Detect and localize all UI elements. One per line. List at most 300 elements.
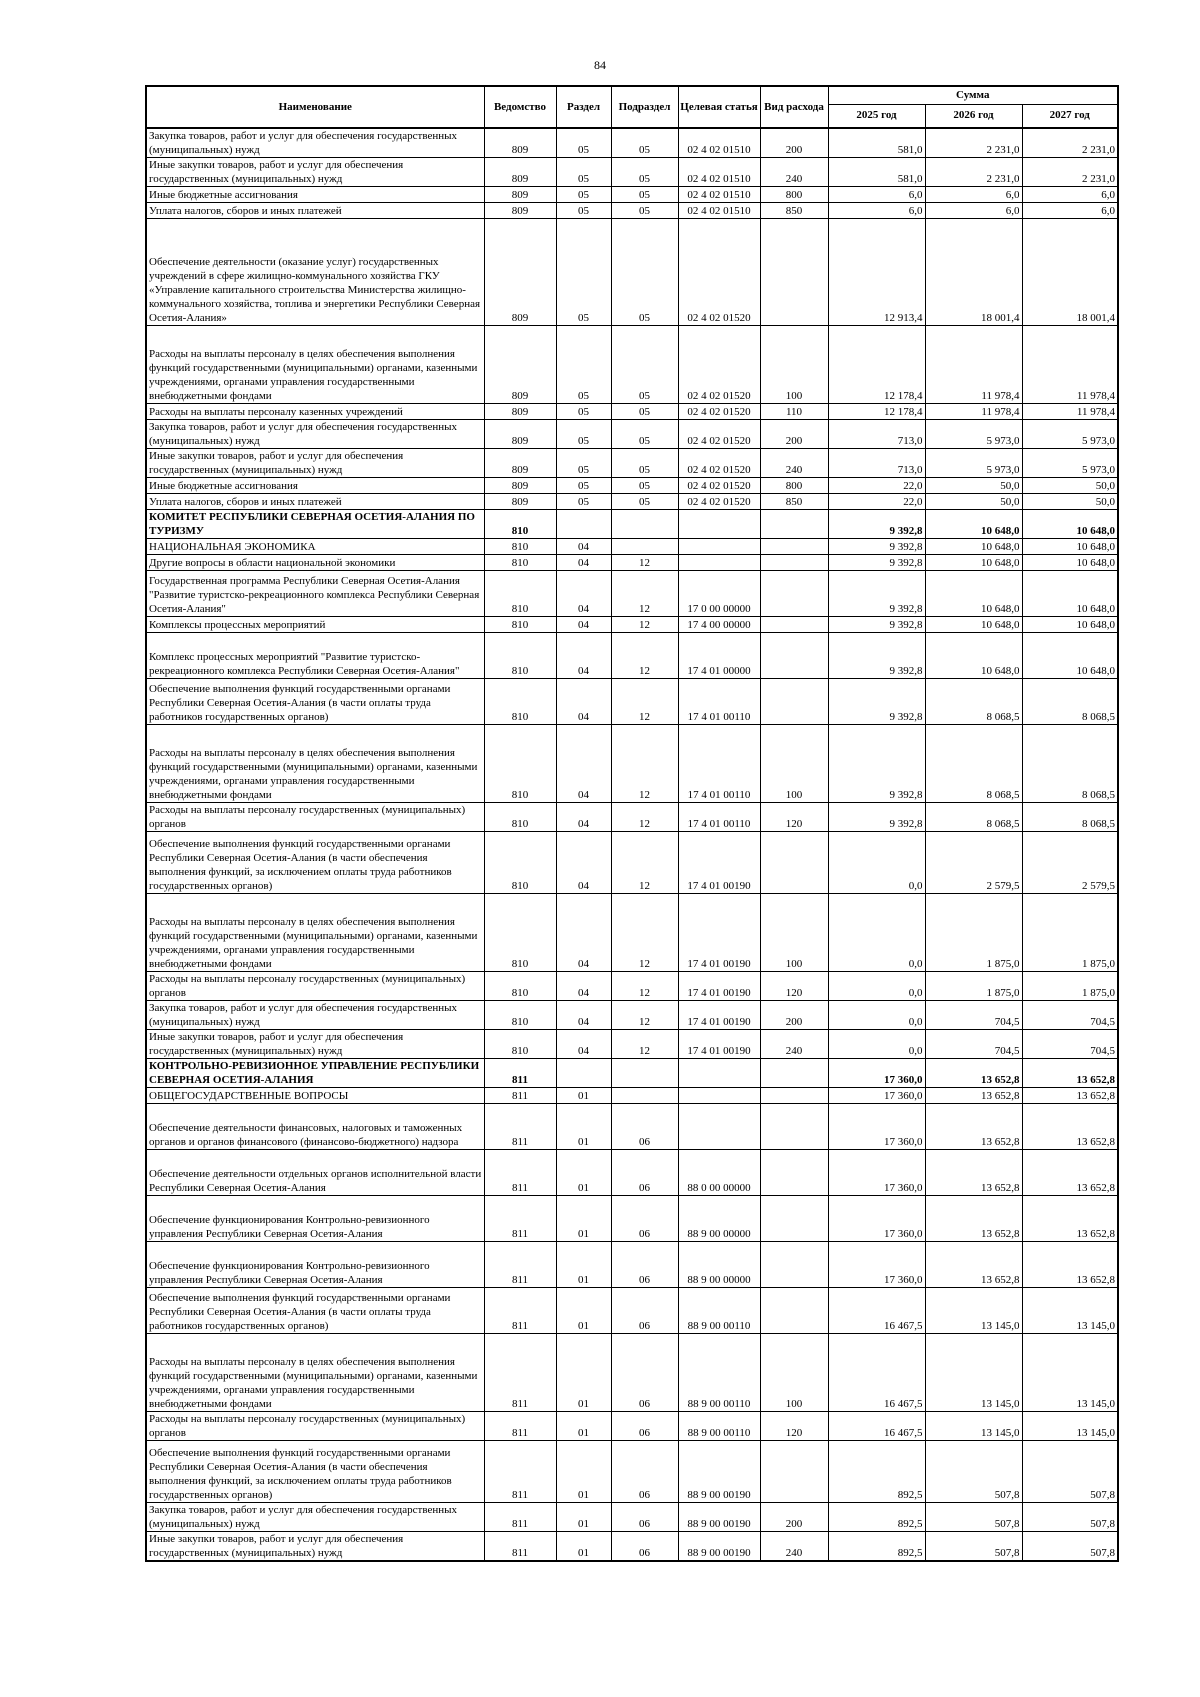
cell-subsection: 06 — [611, 1150, 678, 1196]
cell-target: 02 4 02 01520 — [678, 219, 760, 326]
cell-2027: 13 652,8 — [1022, 1150, 1118, 1196]
table-row — [146, 494, 1118, 510]
cell-2026: 10 648,0 — [925, 571, 1022, 617]
table-row — [146, 1104, 1118, 1150]
cell-2027: 704,5 — [1022, 1030, 1118, 1059]
cell-2026: 13 652,8 — [925, 1059, 1022, 1088]
cell-2027: 2 231,0 — [1022, 128, 1118, 158]
cell-2027: 10 648,0 — [1022, 539, 1118, 555]
cell-section: 05 — [556, 219, 611, 326]
cell-subsection: 06 — [611, 1288, 678, 1334]
cell-dept: 811 — [484, 1288, 556, 1334]
cell-section: 04 — [556, 1001, 611, 1030]
cell-2026: 704,5 — [925, 1030, 1022, 1059]
cell-subsection: 05 — [611, 404, 678, 420]
cell-name: Расходы на выплаты персоналу государственных (муниципальных) органов — [146, 803, 484, 832]
cell-target: 02 4 02 01520 — [678, 478, 760, 494]
cell-subsection: 05 — [611, 187, 678, 203]
cell-2025: 16 467,5 — [828, 1334, 925, 1412]
cell-section: 04 — [556, 555, 611, 571]
cell-subsection: 05 — [611, 420, 678, 449]
cell-exp-type: 100 — [760, 725, 828, 803]
cell-dept: 810 — [484, 539, 556, 555]
table-row — [146, 832, 1118, 894]
cell-2025: 0,0 — [828, 972, 925, 1001]
cell-dept: 809 — [484, 494, 556, 510]
table-row — [146, 1334, 1118, 1412]
cell-name: Закупка товаров, работ и услуг для обеспечения государственных (муниципальных) нужд — [146, 1001, 484, 1030]
cell-name: Обеспечение деятельности финансовых, налоговых и таможенных органов и органов финансового (финансово-бюджетного) надзора — [146, 1104, 484, 1150]
cell-2025: 0,0 — [828, 894, 925, 972]
cell-2027: 13 652,8 — [1022, 1059, 1118, 1088]
cell-2027: 507,8 — [1022, 1441, 1118, 1503]
cell-2025: 9 392,8 — [828, 510, 925, 539]
cell-2027: 507,8 — [1022, 1503, 1118, 1532]
cell-dept: 810 — [484, 633, 556, 679]
cell-exp-type — [760, 1150, 828, 1196]
cell-2026: 11 978,4 — [925, 404, 1022, 420]
budget-table — [145, 85, 1119, 1562]
cell-subsection: 05 — [611, 478, 678, 494]
table-row — [146, 158, 1118, 187]
cell-2026: 18 001,4 — [925, 219, 1022, 326]
cell-name: Расходы на выплаты персоналу государственных (муниципальных) органов — [146, 1412, 484, 1441]
cell-target: 17 4 01 00190 — [678, 972, 760, 1001]
cell-section: 05 — [556, 404, 611, 420]
cell-subsection: 12 — [611, 617, 678, 633]
cell-exp-type — [760, 1059, 828, 1088]
cell-name: Иные закупки товаров, работ и услуг для обеспечения государственных (муниципальных) нужд — [146, 1030, 484, 1059]
cell-exp-type: 240 — [760, 1030, 828, 1059]
cell-dept: 811 — [484, 1412, 556, 1441]
cell-target: 02 4 02 01520 — [678, 494, 760, 510]
cell-2026: 50,0 — [925, 494, 1022, 510]
cell-section: 01 — [556, 1088, 611, 1104]
cell-2027: 11 978,4 — [1022, 326, 1118, 404]
cell-dept: 811 — [484, 1532, 556, 1562]
cell-dept: 811 — [484, 1088, 556, 1104]
cell-2027: 13 145,0 — [1022, 1334, 1118, 1412]
cell-2027: 13 652,8 — [1022, 1104, 1118, 1150]
cell-2025: 0,0 — [828, 1001, 925, 1030]
cell-target — [678, 1104, 760, 1150]
cell-2026: 507,8 — [925, 1532, 1022, 1562]
cell-2025: 16 467,5 — [828, 1412, 925, 1441]
cell-dept: 809 — [484, 420, 556, 449]
cell-target: 17 4 01 00110 — [678, 803, 760, 832]
cell-section: 01 — [556, 1242, 611, 1288]
cell-2025: 892,5 — [828, 1532, 925, 1562]
cell-target: 17 4 01 00110 — [678, 725, 760, 803]
cell-2027: 8 068,5 — [1022, 725, 1118, 803]
cell-2025: 17 360,0 — [828, 1242, 925, 1288]
cell-2026: 13 652,8 — [925, 1088, 1022, 1104]
cell-section: 01 — [556, 1503, 611, 1532]
cell-name: Закупка товаров, работ и услуг для обеспечения государственных (муниципальных) нужд — [146, 1503, 484, 1532]
cell-target — [678, 1088, 760, 1104]
cell-section: 01 — [556, 1150, 611, 1196]
cell-target: 88 9 00 00190 — [678, 1532, 760, 1562]
cell-2026: 8 068,5 — [925, 725, 1022, 803]
table-row — [146, 449, 1118, 478]
cell-2027: 5 973,0 — [1022, 449, 1118, 478]
cell-2025: 17 360,0 — [828, 1104, 925, 1150]
table-row — [146, 972, 1118, 1001]
cell-exp-type — [760, 1288, 828, 1334]
cell-exp-type: 200 — [760, 420, 828, 449]
cell-dept: 811 — [484, 1441, 556, 1503]
cell-2026: 8 068,5 — [925, 803, 1022, 832]
cell-name: ОБЩЕГОСУДАРСТВЕННЫЕ ВОПРОСЫ — [146, 1088, 484, 1104]
cell-exp-type — [760, 1088, 828, 1104]
cell-target: 02 4 02 01520 — [678, 420, 760, 449]
cell-dept: 811 — [484, 1104, 556, 1150]
cell-target: 88 0 00 00000 — [678, 1150, 760, 1196]
cell-2027: 10 648,0 — [1022, 571, 1118, 617]
page-number: 84 — [594, 58, 606, 72]
cell-section: 05 — [556, 203, 611, 219]
col-header-exp-type: Вид расхода — [760, 86, 828, 128]
cell-section: 04 — [556, 803, 611, 832]
cell-section — [556, 1059, 611, 1088]
cell-dept: 811 — [484, 1059, 556, 1088]
cell-exp-type — [760, 633, 828, 679]
cell-dept: 809 — [484, 478, 556, 494]
cell-exp-type — [760, 510, 828, 539]
cell-target: 88 9 00 00000 — [678, 1196, 760, 1242]
cell-2027: 11 978,4 — [1022, 404, 1118, 420]
cell-2026: 10 648,0 — [925, 510, 1022, 539]
cell-2027: 13 145,0 — [1022, 1412, 1118, 1441]
cell-2025: 581,0 — [828, 158, 925, 187]
cell-dept: 811 — [484, 1503, 556, 1532]
cell-target: 88 9 00 00000 — [678, 1242, 760, 1288]
cell-target: 17 4 01 00190 — [678, 1030, 760, 1059]
cell-dept: 809 — [484, 187, 556, 203]
cell-section: 04 — [556, 617, 611, 633]
cell-subsection: 12 — [611, 1030, 678, 1059]
table-row — [146, 894, 1118, 972]
cell-subsection: 05 — [611, 449, 678, 478]
cell-2027: 8 068,5 — [1022, 803, 1118, 832]
cell-target: 88 9 00 00110 — [678, 1412, 760, 1441]
table-row — [146, 555, 1118, 571]
cell-dept: 811 — [484, 1242, 556, 1288]
cell-target: 88 9 00 00190 — [678, 1441, 760, 1503]
table-row — [146, 404, 1118, 420]
cell-target — [678, 555, 760, 571]
col-header-subsection: Подраздел — [611, 86, 678, 128]
table-row — [146, 571, 1118, 617]
cell-2026: 704,5 — [925, 1001, 1022, 1030]
cell-2027: 10 648,0 — [1022, 617, 1118, 633]
cell-section: 04 — [556, 539, 611, 555]
cell-dept: 810 — [484, 1030, 556, 1059]
table-row — [146, 219, 1118, 326]
cell-name: Обеспечение функционирования Контрольно-ревизионного управления Республики Северная Осетия-Алания — [146, 1242, 484, 1288]
cell-target: 02 4 02 01510 — [678, 158, 760, 187]
cell-2025: 16 467,5 — [828, 1288, 925, 1334]
cell-2025: 9 392,8 — [828, 803, 925, 832]
cell-subsection: 05 — [611, 128, 678, 158]
col-header-2026: 2026 год — [925, 104, 1022, 128]
table-row — [146, 326, 1118, 404]
cell-2025: 9 392,8 — [828, 571, 925, 617]
cell-subsection: 06 — [611, 1441, 678, 1503]
cell-section: 01 — [556, 1441, 611, 1503]
cell-2025: 9 392,8 — [828, 633, 925, 679]
cell-2026: 507,8 — [925, 1503, 1022, 1532]
cell-target: 17 4 01 00190 — [678, 894, 760, 972]
table-row — [146, 187, 1118, 203]
cell-subsection: 06 — [611, 1196, 678, 1242]
cell-section: 05 — [556, 449, 611, 478]
cell-exp-type: 120 — [760, 803, 828, 832]
cell-2025: 12 178,4 — [828, 326, 925, 404]
cell-2025: 22,0 — [828, 494, 925, 510]
cell-name: Уплата налогов, сборов и иных платежей — [146, 203, 484, 219]
cell-dept: 810 — [484, 803, 556, 832]
cell-subsection: 05 — [611, 494, 678, 510]
col-header-name: Наименование — [146, 86, 484, 128]
cell-exp-type: 850 — [760, 494, 828, 510]
cell-section: 01 — [556, 1104, 611, 1150]
cell-target: 88 9 00 00110 — [678, 1334, 760, 1412]
cell-2025: 9 392,8 — [828, 617, 925, 633]
cell-2026: 10 648,0 — [925, 539, 1022, 555]
table-row — [146, 1441, 1118, 1503]
cell-2025: 9 392,8 — [828, 679, 925, 725]
col-header-target: Целевая статья — [678, 86, 760, 128]
cell-2026: 2 231,0 — [925, 128, 1022, 158]
cell-2026: 13 652,8 — [925, 1150, 1022, 1196]
cell-2026: 10 648,0 — [925, 617, 1022, 633]
table-row — [146, 1088, 1118, 1104]
cell-2027: 2 579,5 — [1022, 832, 1118, 894]
cell-name: Расходы на выплаты персоналу в целях обеспечения выполнения функций государственными (муниципальными) органами, казенными учреждениями, органами управления государственными внебюджетными фондами — [146, 1334, 484, 1412]
cell-name: Иные закупки товаров, работ и услуг для обеспечения государственных (муниципальных) нужд — [146, 449, 484, 478]
cell-subsection: 05 — [611, 326, 678, 404]
table-row — [146, 1150, 1118, 1196]
cell-exp-type: 240 — [760, 1532, 828, 1562]
cell-target — [678, 510, 760, 539]
cell-section: 04 — [556, 725, 611, 803]
cell-2027: 10 648,0 — [1022, 633, 1118, 679]
table-row — [146, 1242, 1118, 1288]
cell-dept: 809 — [484, 404, 556, 420]
cell-subsection: 05 — [611, 158, 678, 187]
table-row — [146, 203, 1118, 219]
table-row — [146, 1288, 1118, 1334]
cell-exp-type: 200 — [760, 1503, 828, 1532]
cell-exp-type: 200 — [760, 128, 828, 158]
cell-section: 04 — [556, 972, 611, 1001]
cell-subsection: 06 — [611, 1412, 678, 1441]
cell-dept: 809 — [484, 449, 556, 478]
cell-target: 17 0 00 00000 — [678, 571, 760, 617]
table-row — [146, 633, 1118, 679]
cell-2026: 13 145,0 — [925, 1334, 1022, 1412]
cell-subsection: 06 — [611, 1104, 678, 1150]
cell-section: 05 — [556, 128, 611, 158]
cell-target — [678, 539, 760, 555]
cell-name: Обеспечение выполнения функций государственными органами Республики Северная Осетия-Алания (в части оплаты труда работников государственных органов) — [146, 1288, 484, 1334]
cell-2026: 2 231,0 — [925, 158, 1022, 187]
table-row — [146, 679, 1118, 725]
cell-2025: 9 392,8 — [828, 539, 925, 555]
cell-section: 04 — [556, 832, 611, 894]
table-header — [146, 86, 1118, 128]
cell-2025: 17 360,0 — [828, 1088, 925, 1104]
cell-section: 01 — [556, 1334, 611, 1412]
cell-2026: 10 648,0 — [925, 633, 1022, 679]
cell-2027: 10 648,0 — [1022, 555, 1118, 571]
cell-2025: 6,0 — [828, 187, 925, 203]
cell-dept: 810 — [484, 679, 556, 725]
cell-2027: 50,0 — [1022, 478, 1118, 494]
cell-subsection: 12 — [611, 555, 678, 571]
cell-exp-type: 800 — [760, 187, 828, 203]
table-row — [146, 1059, 1118, 1088]
cell-name: Уплата налогов, сборов и иных платежей — [146, 494, 484, 510]
cell-target: 17 4 01 00190 — [678, 832, 760, 894]
cell-target: 88 9 00 00110 — [678, 1288, 760, 1334]
cell-name: КОНТРОЛЬНО-РЕВИЗИОННОЕ УПРАВЛЕНИЕ РЕСПУБЛИКИ СЕВЕРНАЯ ОСЕТИЯ-АЛАНИЯ — [146, 1059, 484, 1088]
cell-target: 88 9 00 00190 — [678, 1503, 760, 1532]
cell-target: 17 4 01 00000 — [678, 633, 760, 679]
cell-exp-type: 240 — [760, 449, 828, 478]
cell-2026: 13 652,8 — [925, 1104, 1022, 1150]
cell-section: 01 — [556, 1412, 611, 1441]
cell-subsection: 12 — [611, 803, 678, 832]
cell-2025: 22,0 — [828, 478, 925, 494]
col-header-dept: Ведомство — [484, 86, 556, 128]
cell-subsection: 12 — [611, 679, 678, 725]
cell-exp-type: 240 — [760, 158, 828, 187]
cell-section: 05 — [556, 326, 611, 404]
cell-subsection: 12 — [611, 972, 678, 1001]
cell-subsection: 12 — [611, 832, 678, 894]
cell-name: КОМИТЕТ РЕСПУБЛИКИ СЕВЕРНАЯ ОСЕТИЯ-АЛАНИЯ ПО ТУРИЗМУ — [146, 510, 484, 539]
cell-section: 05 — [556, 478, 611, 494]
cell-name: Расходы на выплаты персоналу государственных (муниципальных) органов — [146, 972, 484, 1001]
cell-2025: 0,0 — [828, 832, 925, 894]
cell-exp-type — [760, 1242, 828, 1288]
cell-section: 04 — [556, 1030, 611, 1059]
cell-2026: 6,0 — [925, 187, 1022, 203]
table-row — [146, 617, 1118, 633]
cell-2027: 507,8 — [1022, 1532, 1118, 1562]
cell-2027: 6,0 — [1022, 187, 1118, 203]
cell-exp-type: 110 — [760, 404, 828, 420]
cell-dept: 810 — [484, 571, 556, 617]
cell-exp-type — [760, 219, 828, 326]
table-row — [146, 1412, 1118, 1441]
cell-subsection: 12 — [611, 633, 678, 679]
cell-2026: 507,8 — [925, 1441, 1022, 1503]
cell-subsection: 12 — [611, 1001, 678, 1030]
cell-section — [556, 510, 611, 539]
cell-subsection: 12 — [611, 571, 678, 617]
cell-target: 02 4 02 01520 — [678, 326, 760, 404]
cell-exp-type: 850 — [760, 203, 828, 219]
cell-exp-type — [760, 539, 828, 555]
cell-dept: 809 — [484, 128, 556, 158]
cell-exp-type — [760, 1196, 828, 1242]
cell-name: Обеспечение выполнения функций государственными органами Республики Северная Осетия-Алания (в части обеспечения выполнения функций, за исключением оплаты труда работников государственных органов) — [146, 1441, 484, 1503]
cell-name: Расходы на выплаты персоналу в целях обеспечения выполнения функций государственными (муниципальными) органами, казенными учреждениями, органами управления государственными внебюджетными фондами — [146, 894, 484, 972]
cell-2026: 6,0 — [925, 203, 1022, 219]
cell-2027: 10 648,0 — [1022, 510, 1118, 539]
table-row — [146, 1532, 1118, 1562]
table-row — [146, 1503, 1118, 1532]
cell-2025: 892,5 — [828, 1441, 925, 1503]
cell-2026: 13 145,0 — [925, 1412, 1022, 1441]
cell-2025: 713,0 — [828, 420, 925, 449]
cell-2027: 1 875,0 — [1022, 972, 1118, 1001]
col-header-section: Раздел — [556, 86, 611, 128]
cell-section: 04 — [556, 633, 611, 679]
cell-name: Обеспечение деятельности отдельных органов исполнительной власти Республики Северная Осетия-Алания — [146, 1150, 484, 1196]
cell-2026: 1 875,0 — [925, 972, 1022, 1001]
cell-subsection: 12 — [611, 894, 678, 972]
col-header-2027: 2027 год — [1022, 104, 1118, 128]
cell-subsection: 06 — [611, 1503, 678, 1532]
cell-2026: 2 579,5 — [925, 832, 1022, 894]
cell-target: 17 4 01 00110 — [678, 679, 760, 725]
cell-section: 04 — [556, 894, 611, 972]
cell-dept: 810 — [484, 617, 556, 633]
table-row — [146, 1001, 1118, 1030]
cell-target: 17 4 00 00000 — [678, 617, 760, 633]
cell-dept: 810 — [484, 894, 556, 972]
cell-target: 02 4 02 01520 — [678, 449, 760, 478]
cell-exp-type: 100 — [760, 894, 828, 972]
cell-2025: 581,0 — [828, 128, 925, 158]
table-row — [146, 725, 1118, 803]
cell-2025: 9 392,8 — [828, 555, 925, 571]
cell-2026: 1 875,0 — [925, 894, 1022, 972]
cell-2027: 18 001,4 — [1022, 219, 1118, 326]
cell-2025: 17 360,0 — [828, 1059, 925, 1088]
cell-name: Иные бюджетные ассигнования — [146, 478, 484, 494]
table-row — [146, 128, 1118, 158]
cell-2026: 13 652,8 — [925, 1242, 1022, 1288]
cell-dept: 811 — [484, 1150, 556, 1196]
cell-target: 02 4 02 01510 — [678, 128, 760, 158]
cell-2025: 713,0 — [828, 449, 925, 478]
cell-name: Иные закупки товаров, работ и услуг для обеспечения государственных (муниципальных) нужд — [146, 1532, 484, 1562]
cell-dept: 809 — [484, 219, 556, 326]
table-row — [146, 803, 1118, 832]
cell-2026: 50,0 — [925, 478, 1022, 494]
cell-dept: 810 — [484, 555, 556, 571]
cell-2026: 5 973,0 — [925, 420, 1022, 449]
cell-name: Обеспечение выполнения функций государственными органами Республики Северная Осетия-Алания (в части обеспечения выполнения функций, за исключением оплаты труда работников государственных органов) — [146, 832, 484, 894]
cell-dept: 810 — [484, 725, 556, 803]
cell-exp-type — [760, 617, 828, 633]
cell-2026: 13 652,8 — [925, 1196, 1022, 1242]
cell-dept: 810 — [484, 510, 556, 539]
cell-2027: 8 068,5 — [1022, 679, 1118, 725]
cell-dept: 811 — [484, 1334, 556, 1412]
cell-exp-type: 800 — [760, 478, 828, 494]
cell-exp-type — [760, 679, 828, 725]
cell-2027: 13 652,8 — [1022, 1196, 1118, 1242]
cell-subsection: 05 — [611, 203, 678, 219]
table-row — [146, 1030, 1118, 1059]
cell-name: Обеспечение деятельности (оказание услуг) государственных учреждений в сфере жилищно-коммунального хозяйства ГКУ «Управление капитального строительства Министерства жилищно-коммунального хозяйства, топлива и энергетики Республики Северная Осетия-Алания» — [146, 219, 484, 326]
